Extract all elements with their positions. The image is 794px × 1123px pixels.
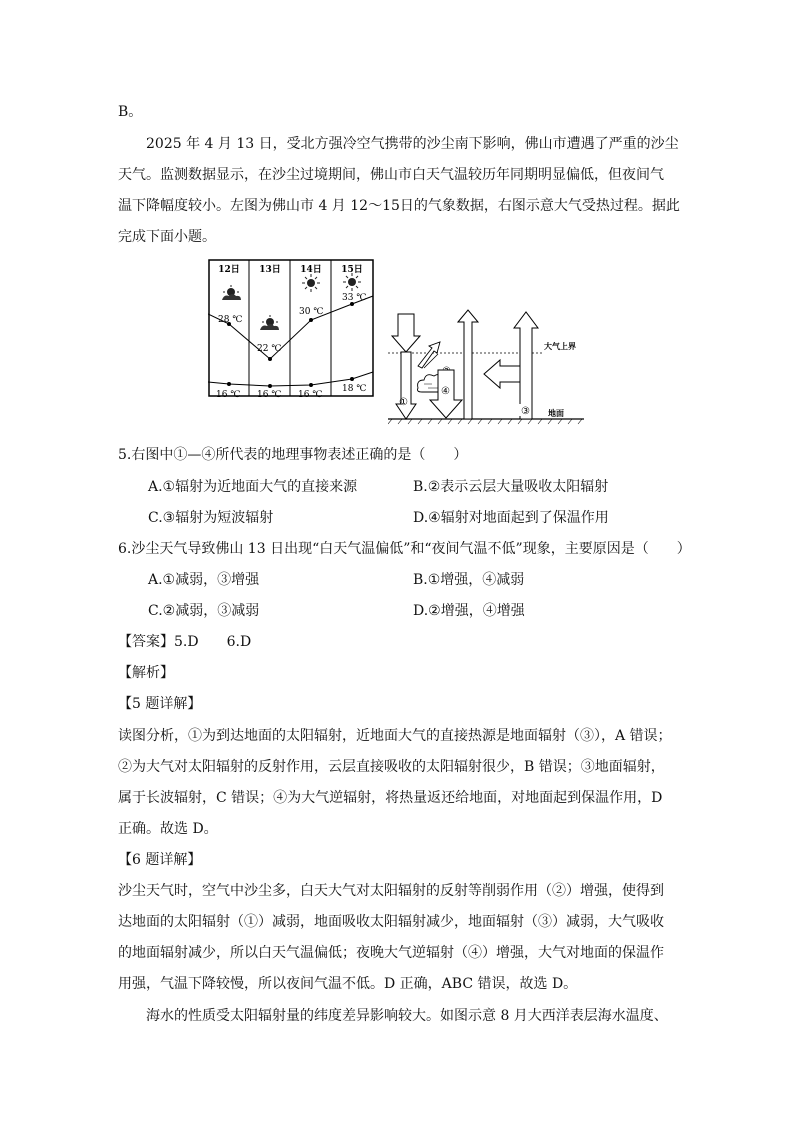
weather-figure bbox=[208, 258, 374, 398]
next-passage: 海水的性质受太阳辐射量的纬度差异影响较大。如图示意 8 月大西洋表层海水温度、 bbox=[146, 1008, 668, 1024]
q5-option-d[interactable]: D.④辐射对地面起到了保温作用 bbox=[413, 510, 609, 526]
q5-stem: 5.右图中①—④所代表的地理事物表述正确的是（ ） bbox=[118, 447, 468, 463]
passage-line-1: 2025 年 4 月 13 日，受北方强冷空气携带的沙尘南下影响，佛山市遭遇了严重的沙尘 bbox=[146, 136, 679, 152]
q6-option-a[interactable]: A.①减弱，③增强 bbox=[148, 572, 260, 588]
detail6-line-3: 的地面辐射减少，所以白天气温偏低；夜晚大气逆辐射（④）增强，大气对地面的保温作 bbox=[118, 945, 664, 961]
cloudy-sun-icon bbox=[260, 315, 279, 330]
q5-option-c[interactable]: C.③辐射为短波辐射 bbox=[148, 510, 274, 526]
label-ground: 地面 bbox=[548, 408, 564, 418]
detail6-heading: 【6 题详解】 bbox=[118, 852, 202, 868]
detail5-line-1: 读图分析，①为到达地面的太阳辐射，近地面大气的直接热源是地面辐射（③），A 错误； bbox=[118, 728, 672, 744]
label-upper-atmosphere: 大气上界 bbox=[544, 341, 576, 351]
q6-option-b[interactable]: B.①增强，④减弱 bbox=[413, 572, 525, 588]
detail5-line-4: 正确。故选 D。 bbox=[118, 821, 218, 837]
sun-icon bbox=[343, 273, 361, 291]
detail5-line-2: ②为大气对太阳辐射的反射作用，云层直接吸收的太阳辐射很少，B 错误；③地面辐射， bbox=[118, 759, 665, 775]
high-temp-13: 22 ℃ bbox=[257, 344, 282, 354]
passage-line-3: 温下降幅度较小。左图为佛山市 4 月 12～15日的气象数据，右图示意大气受热过程。据此 bbox=[118, 198, 680, 214]
detail5-heading: 【5 题详解】 bbox=[118, 696, 202, 712]
high-temp-14: 30 ℃ bbox=[299, 307, 324, 317]
day-label-14: 14日 bbox=[300, 265, 322, 275]
day-label-13: 13日 bbox=[259, 265, 281, 275]
sun-icon bbox=[302, 274, 320, 292]
analysis-heading: 【解析】 bbox=[118, 665, 174, 681]
low-temp-14: 16 ℃ bbox=[298, 390, 323, 398]
detail6-line-1: 沙尘天气时，空气中沙尘多，白天大气对太阳辐射的反射等削弱作用（②）增强，使得到 bbox=[118, 883, 664, 899]
q6-option-c[interactable]: C.②减弱，③减弱 bbox=[148, 603, 260, 619]
intro-tail: B。 bbox=[118, 104, 143, 120]
q6-option-d[interactable]: D.②增强，④增强 bbox=[413, 603, 525, 619]
passage-line-4: 完成下面小题。 bbox=[118, 229, 216, 245]
marker-4: ④ bbox=[441, 386, 450, 397]
marker-1: ① bbox=[399, 397, 408, 408]
cloudy-sun-icon bbox=[222, 285, 241, 300]
night-icons bbox=[208, 398, 374, 422]
q6-stem: 6.沙尘天气导致佛山 13 日出现“白天气温偏低”和“夜间气温不低”现象，主要原因是（ ） bbox=[118, 541, 691, 557]
low-temp-15: 18 ℃ bbox=[342, 384, 367, 394]
q5-option-b[interactable]: B.②表示云层大量吸收太阳辐射 bbox=[413, 479, 609, 495]
day-label-15: 15日 bbox=[341, 265, 363, 275]
passage-line-2: 天气。监测数据显示，在沙尘过境期间，佛山市白天气温较历年同期明显偏低，但夜间气 bbox=[118, 167, 664, 183]
low-temp-13: 16 ℃ bbox=[257, 390, 282, 398]
detail5-line-3: 属于长波辐射，C 错误；④为大气逆辐射，将热量返还给地面，对地面起到保温作用，D bbox=[118, 790, 663, 806]
low-temp-12: 16 ℃ bbox=[216, 390, 241, 398]
heating-process-figure bbox=[388, 306, 588, 426]
detail6-line-2: 达地面的太阳辐射（①）减弱，地面吸收太阳辐射减少，地面辐射（③）减弱，大气吸收 bbox=[118, 914, 664, 930]
day-label-12: 12日 bbox=[218, 265, 240, 275]
high-temp-15: 33 ℃ bbox=[342, 293, 367, 303]
answer-line: 【答案】5.D 6.D bbox=[118, 634, 252, 650]
q5-option-a[interactable]: A.①辐射为近地面大气的直接来源 bbox=[148, 479, 358, 495]
high-temp-12: 28 ℃ bbox=[218, 315, 243, 325]
detail6-line-4: 用强，气温下降较慢，所以夜间气温不低。D 正确，ABC 错误，故选 D。 bbox=[118, 976, 578, 992]
marker-3: ③ bbox=[521, 406, 530, 417]
